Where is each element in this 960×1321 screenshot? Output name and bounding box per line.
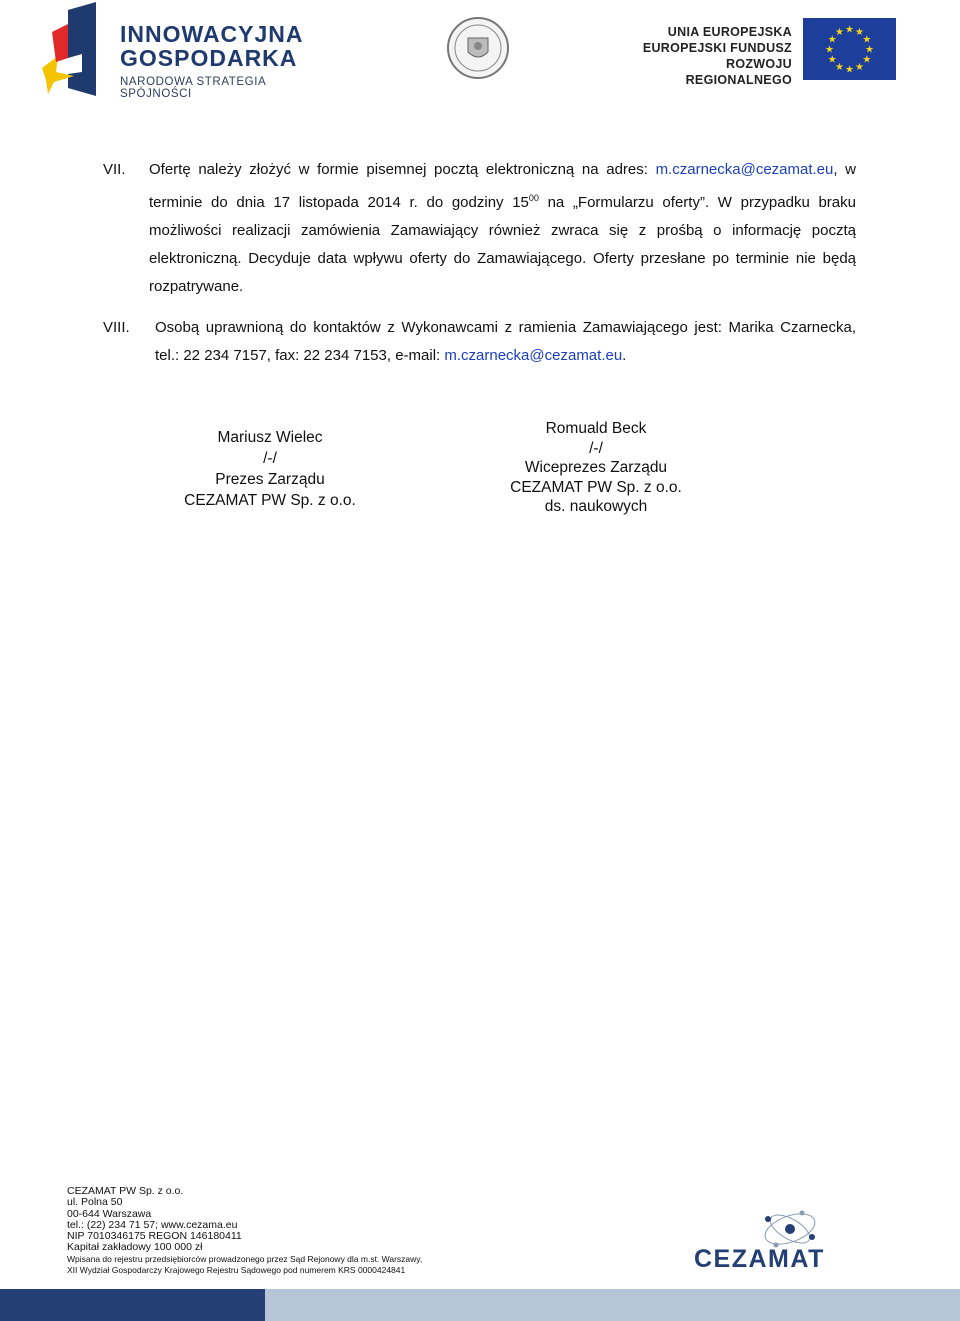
eu-flag-icon bbox=[803, 18, 896, 80]
signature-right-company: CEZAMAT PW Sp. z o.o. bbox=[510, 478, 682, 496]
footer-registry1: Wpisana do rejestru przedsiębiorców prowadzonego przez Sąd Rejonowy dla m.st. Warszawy, bbox=[67, 1253, 423, 1264]
footer-city: 00-644 Warszawa bbox=[67, 1207, 152, 1220]
university-seal-icon bbox=[446, 16, 510, 80]
signature-left-company: CEZAMAT PW Sp. z o.o. bbox=[184, 492, 356, 509]
eu-star-icon: ★ bbox=[835, 27, 844, 39]
eu-star-icon: ★ bbox=[825, 44, 834, 56]
footer-registry2: XII Wydział Gospodarczy Krajowego Rejestru Sądowego pod numerem KRS 0000424841 bbox=[67, 1265, 406, 1276]
ig-logo-line2: GOSPODARKA bbox=[120, 45, 298, 71]
section-vii-text-end: na „Formularzu oferty”. W przypadku braku możliwości realizacji zamówienia Zamawiający również zwraca się z prośbą o informację pocztą elektroniczną. Decyduje data wpływu oferty do Zamawiającego. Oferty przesłane po terminie nie będą rozpatrywane. bbox=[149, 194, 856, 295]
eu-star-icon: ★ bbox=[845, 64, 854, 76]
signature-right-role-extra: ds. naukowych bbox=[544, 498, 648, 515]
section-number-vii: VII. bbox=[103, 161, 126, 178]
signature-left-role: Prezes Zarządu bbox=[215, 471, 325, 488]
footer-ids: NIP 7010346175 REGON 146180411 bbox=[67, 1230, 242, 1243]
cezamat-logo-text: CEZAMAT bbox=[694, 1245, 825, 1273]
ig-logo-line3: NARODOWA STRATEGIA SPÓJNOŚCI bbox=[120, 76, 266, 100]
footer-street: ul. Polna 50 bbox=[67, 1196, 123, 1209]
section-vii-text bbox=[149, 156, 856, 301]
section-viii-text-end: . bbox=[622, 347, 627, 364]
signature-right-mark: /-/ bbox=[589, 439, 603, 457]
section-viii-text bbox=[155, 314, 856, 370]
eu-star-icon: ★ bbox=[855, 27, 864, 39]
footer-contact: tel.: (22) 234 71 57; www.cezama.eu bbox=[67, 1218, 238, 1231]
section-vii-text-after: , w terminie do dnia 17 listopada 2014 r. do godziny 15 bbox=[149, 161, 856, 211]
eu-star-icon: ★ bbox=[845, 24, 854, 36]
cezamat-logo-graphic-icon bbox=[690, 1205, 835, 1275]
ue-line3: ROZWOJU REGIONALNEGO bbox=[685, 57, 792, 87]
footer-company: CEZAMAT PW Sp. z o.o. bbox=[67, 1185, 184, 1197]
eu-star-icon: ★ bbox=[862, 54, 872, 66]
eu-star-icon: ★ bbox=[827, 34, 837, 46]
eu-star-icon: ★ bbox=[862, 34, 872, 46]
signature-left bbox=[140, 427, 400, 511]
footer-company-info bbox=[67, 1186, 422, 1276]
eu-star-icon: ★ bbox=[835, 61, 844, 73]
ig-logo-graphic-icon bbox=[38, 2, 118, 96]
eu-star-icon: ★ bbox=[827, 54, 837, 66]
eu-star-icon: ★ bbox=[855, 61, 864, 73]
section-vii-text-before: Ofertę należy złożyć w formie pisemnej pocztą elektroniczną na adres: bbox=[149, 161, 656, 178]
footer-bar-light bbox=[265, 1289, 960, 1321]
signature-left-mark: /-/ bbox=[263, 450, 277, 467]
ig-logo-line1: INNOWACYJNA bbox=[120, 21, 304, 47]
time-superscript: 00 bbox=[528, 193, 539, 203]
email-link-viii[interactable]: m.czarnecka@cezamat.eu bbox=[444, 347, 623, 364]
footer-bar-dark bbox=[0, 1289, 265, 1321]
cezamat-logo bbox=[690, 1205, 835, 1275]
footer-capital: Kapitał zakładowy 100 000 zł bbox=[67, 1241, 203, 1254]
signature-right bbox=[466, 419, 726, 517]
eu-fund-text bbox=[636, 24, 792, 88]
signature-left-name: Mariusz Wielec bbox=[217, 429, 323, 446]
ue-line2: EUROPEJSKI FUNDUSZ bbox=[642, 41, 792, 55]
signature-right-role: Wiceprezes Zarządu bbox=[524, 459, 668, 476]
section-viii-text-before: Osobą uprawnioną do kontaktów z Wykonawcami z ramienia Zamawiającego jest: Marika Czarnecka, tel.: 22 234 7157, fax: 22 234 7153, e-mail: bbox=[155, 319, 856, 364]
email-link-vii[interactable]: m.czarnecka@cezamat.eu bbox=[655, 161, 834, 178]
ig-logo-text bbox=[120, 22, 340, 100]
ue-line1: UNIA EUROPEJSKA bbox=[667, 25, 792, 39]
section-number-viii: VIII. bbox=[103, 319, 130, 336]
eu-star-icon: ★ bbox=[865, 44, 874, 56]
signature-right-name: Romuald Beck bbox=[545, 420, 647, 437]
